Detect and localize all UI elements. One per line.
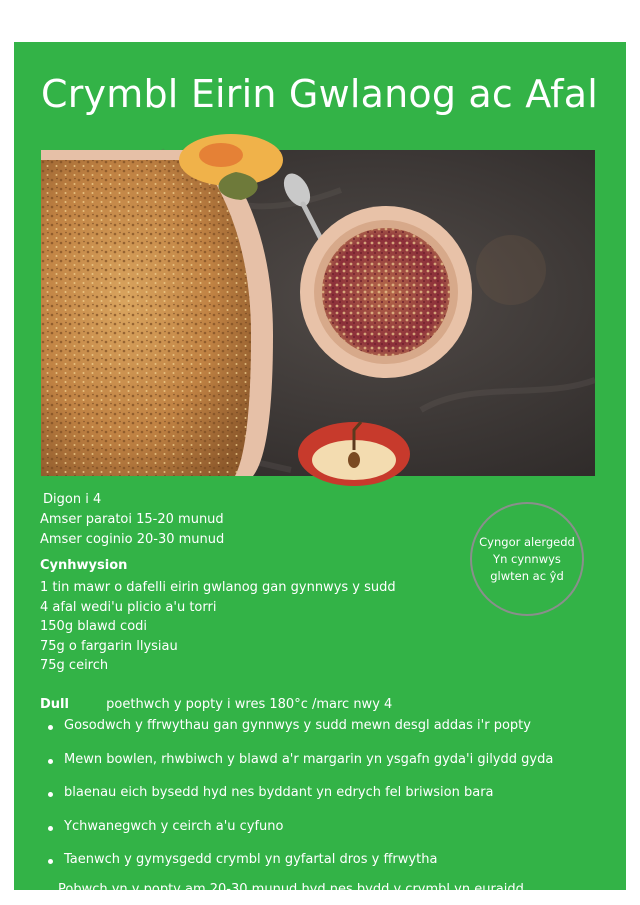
method-header [40, 697, 392, 712]
cook-time: Amser coginio 20-30 munud [40, 532, 225, 547]
allergy-badge [470, 502, 584, 616]
ingredient-item: 75g ceirch [40, 658, 109, 673]
ingredients-list [40, 578, 396, 676]
crumble-illustration [41, 150, 595, 476]
ingredient-item: 1 tin mawr o dafelli eirin gwlanog gan gynnwys y sudd [40, 580, 396, 595]
method-step: blaenau eich bysedd hyd nes byddant yn edrych fel briwsion bara [44, 785, 553, 819]
cut-off-step: Pobwch yn y popty am 20-30 munud hyd nes bydd y crymbl yn euraidd [58, 882, 524, 897]
method-steps [44, 718, 553, 886]
allergy-line: Cyngor alergedd [479, 534, 575, 549]
ingredient-item: 4 afal wedi'u plicio a'u torri [40, 599, 217, 615]
method-intro: poethwch y popty i wres 180°c /marc nwy 4 [106, 697, 393, 712]
method-step: Ychwanegwch y ceirch a'u cyfuno [44, 819, 553, 853]
recipe-card [14, 42, 626, 897]
prep-time: Amser paratoi 15-20 munud [40, 512, 224, 527]
method-step: Taenwch y gymysgedd crymbl yn gyfartal dros y ffrwytha [44, 852, 553, 886]
ingredient-item: 75g o fargarin llysiau [40, 638, 178, 654]
method-step: Mewn bowlen, rhwbiwch y blawd a'r margarin yn ysgafn gyda'i gilydd gyda [44, 752, 553, 786]
recipe-title: Crymbl Eirin Gwlanog ac Afal [41, 72, 598, 116]
recipe-meta [40, 490, 224, 550]
ingredient-item: 150g blawd codi [40, 619, 148, 634]
allergy-line: glwten ac ŷd [490, 568, 564, 583]
servings: Digon i 4 [43, 492, 102, 507]
ingredients-heading: Cynhwysion [40, 558, 128, 573]
allergy-line: Yn cynnwys [493, 551, 561, 566]
method-step: Gosodwch y ffrwythau gan gynnwys y sudd mewn desgl addas i'r popty [44, 718, 553, 752]
method-heading: Dull [40, 697, 69, 712]
crumble-photo [41, 150, 595, 476]
